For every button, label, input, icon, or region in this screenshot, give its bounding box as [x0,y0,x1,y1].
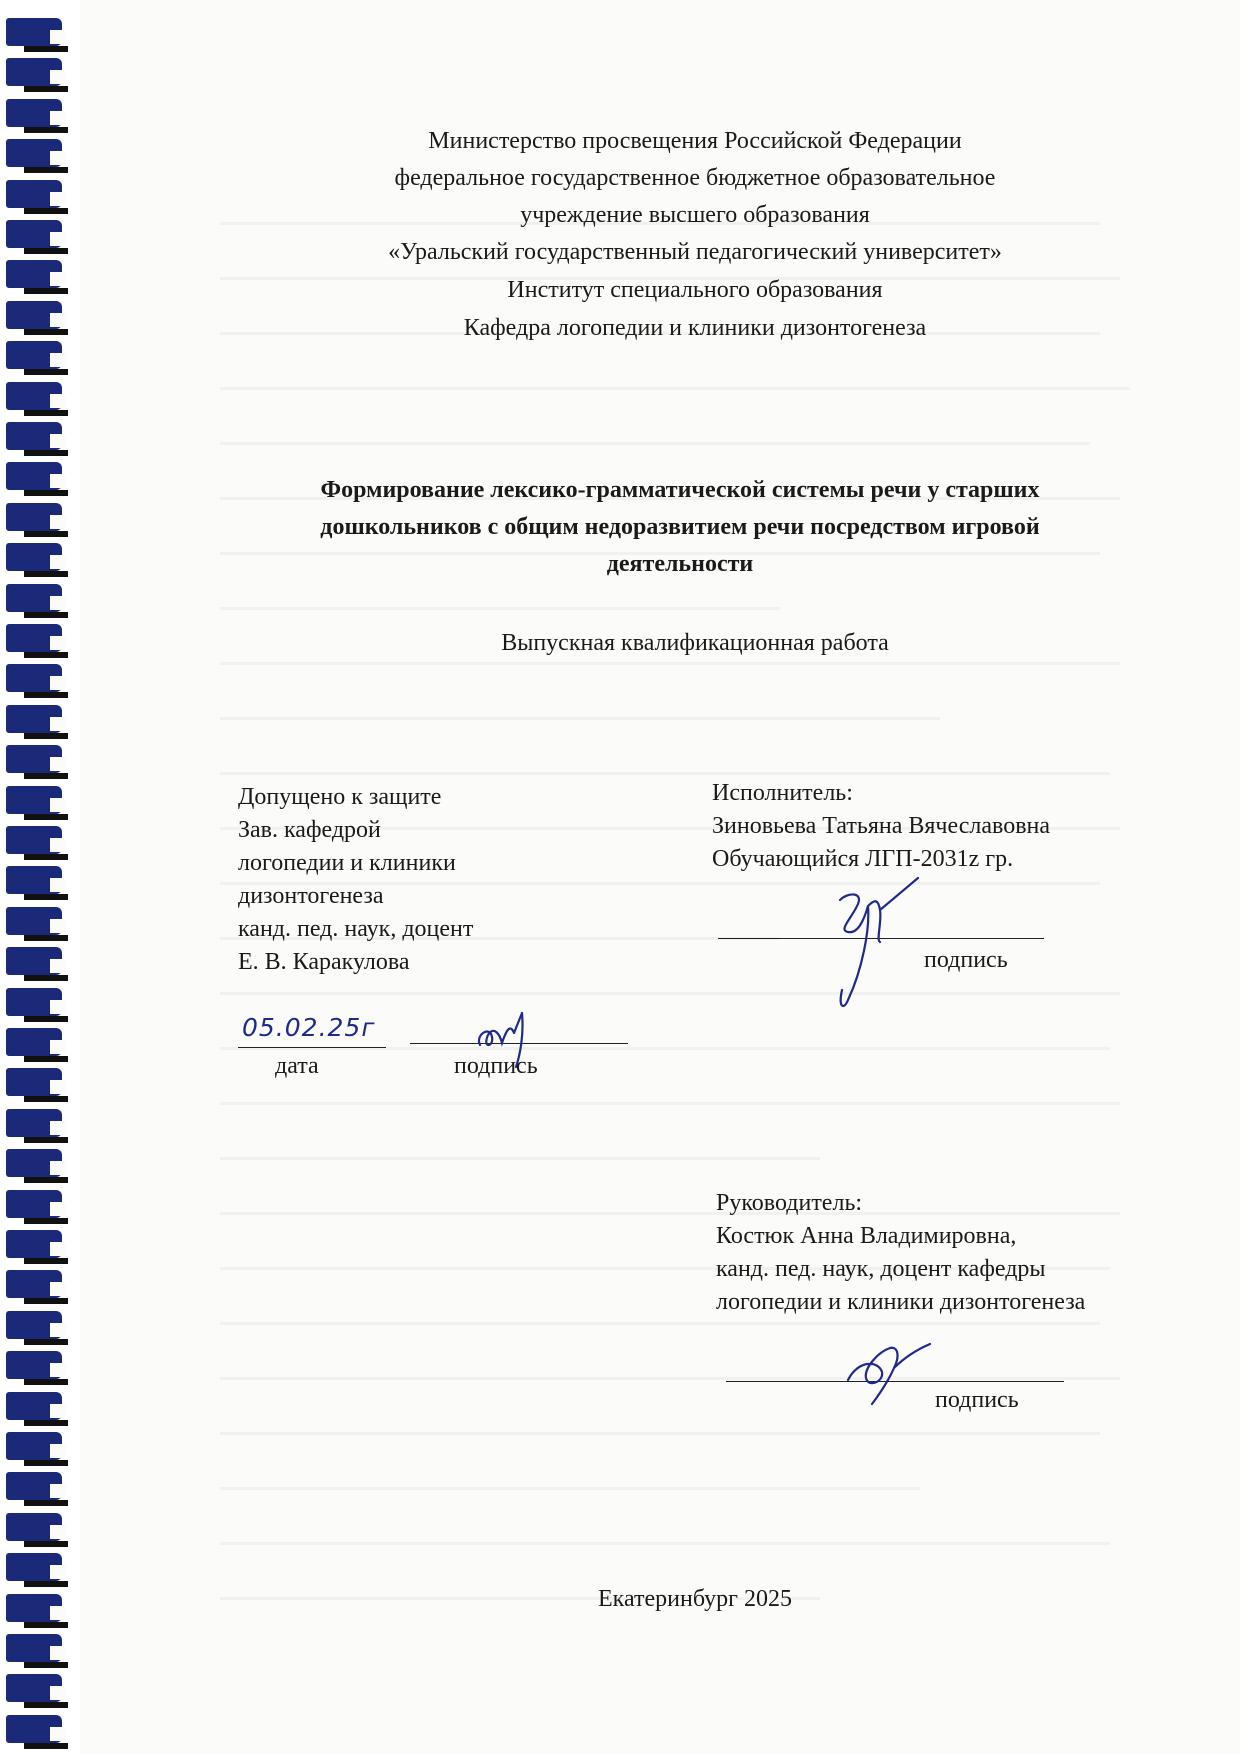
binding-coil [6,1513,64,1543]
executor-name: Зиновьева Татьяна Вячеславовна [712,813,1051,839]
city-year: Екатеринбург 2025 [598,1586,792,1612]
binding-coil [6,745,64,775]
binding-coil [6,341,64,371]
binding-coil [6,1230,64,1260]
binding-coil [6,220,64,250]
ministry-line: Министерство просвещения Российской Федерации [428,128,962,154]
binding-coil [6,1432,64,1462]
thesis-title-line-1: Формирование лексико-грамматической системы речи у старших [320,477,1040,503]
binding-coil [6,1351,64,1381]
binding-coil [6,1392,64,1422]
executor-group: Обучающийся ЛГП-2031z гр. [712,846,1014,872]
binding-coil [6,1028,64,1058]
binding-coil [6,462,64,492]
binding-coil [6,1674,64,1704]
institution-type-line: федеральное государственное бюджетное образовательное [394,165,996,191]
binding-coil [6,301,64,331]
binding-coil [6,664,64,694]
binding-coil [6,1311,64,1341]
date-label: дата [275,1053,319,1079]
binding-coil [6,786,64,816]
binding-coil [6,907,64,937]
head-signature-label: подпись [454,1053,538,1079]
department-name: Кафедра логопедии и клиники дизонтогенеза [463,315,927,341]
institution-level-line: учреждение высшего образования [520,202,870,228]
binding-coil [6,826,64,856]
supervisor-heading: Руководитель: [716,1190,863,1216]
binding-coil [6,1270,64,1300]
thesis-title [220,472,1140,583]
supervisor-signature-label: подпись [935,1387,1019,1413]
executor-signature-label: подпись [924,947,1008,973]
binding-coil [6,1634,64,1664]
binding-coil [6,584,64,614]
admission-block [238,781,473,979]
binding-coil [6,1553,64,1583]
binding-coil [6,947,64,977]
thesis-title-line-2: дошкольников с общим недоразвитием речи посредством игровой [320,514,1040,540]
spiral-binding [0,0,80,1754]
supervisor-degree: канд. пед. наук, доцент кафедры [716,1256,1046,1282]
binding-coil [6,260,64,290]
supervisor-name: Костюк Анна Владимировна, [716,1223,1017,1249]
binding-coil [6,1715,64,1745]
handwritten-date: 05.02.25г [242,1013,376,1042]
binding-coil [6,58,64,88]
binding-coil [6,180,64,210]
binding-coil [6,624,64,654]
binding-coil [6,1109,64,1139]
supervisor-department: логопедии и клиники дизонтогенеза [716,1289,1086,1315]
admission-line-4: дизонтогенеза [238,883,384,909]
binding-coil [6,382,64,412]
institute-name: Институт специального образования [507,277,883,303]
binding-coil [6,1594,64,1624]
supervisor-block [716,1187,1085,1319]
binding-coil [6,705,64,735]
executor-heading: Исполнитель: [712,780,853,806]
executor-signature [818,870,928,1020]
binding-coil [6,1190,64,1220]
admission-line-3: логопедии и клиники [238,850,456,876]
executor-block [712,777,1050,876]
admission-line-1: Допущено к защите [238,784,442,810]
binding-coil [6,18,64,48]
binding-coil [6,543,64,573]
binding-coil [6,1472,64,1502]
thesis-title-line-3: деятельности [606,551,754,577]
admission-line-2: Зав. кафедрой [238,817,381,843]
date-line [238,1047,386,1048]
supervisor-signature [838,1330,938,1410]
work-type: Выпускная квалификационная работа [501,630,889,656]
admission-line-5: канд. пед. наук, доцент [238,916,474,942]
binding-coil [6,866,64,896]
binding-coil [6,1149,64,1179]
university-name: «Уральский государственный педагогический университет» [388,239,1002,265]
binding-coil [6,139,64,169]
admission-line-6: Е. В. Каракулова [238,949,410,975]
binding-coil [6,422,64,452]
binding-coil [6,988,64,1018]
binding-coil [6,1068,64,1098]
binding-coil [6,503,64,533]
binding-coil [6,99,64,129]
